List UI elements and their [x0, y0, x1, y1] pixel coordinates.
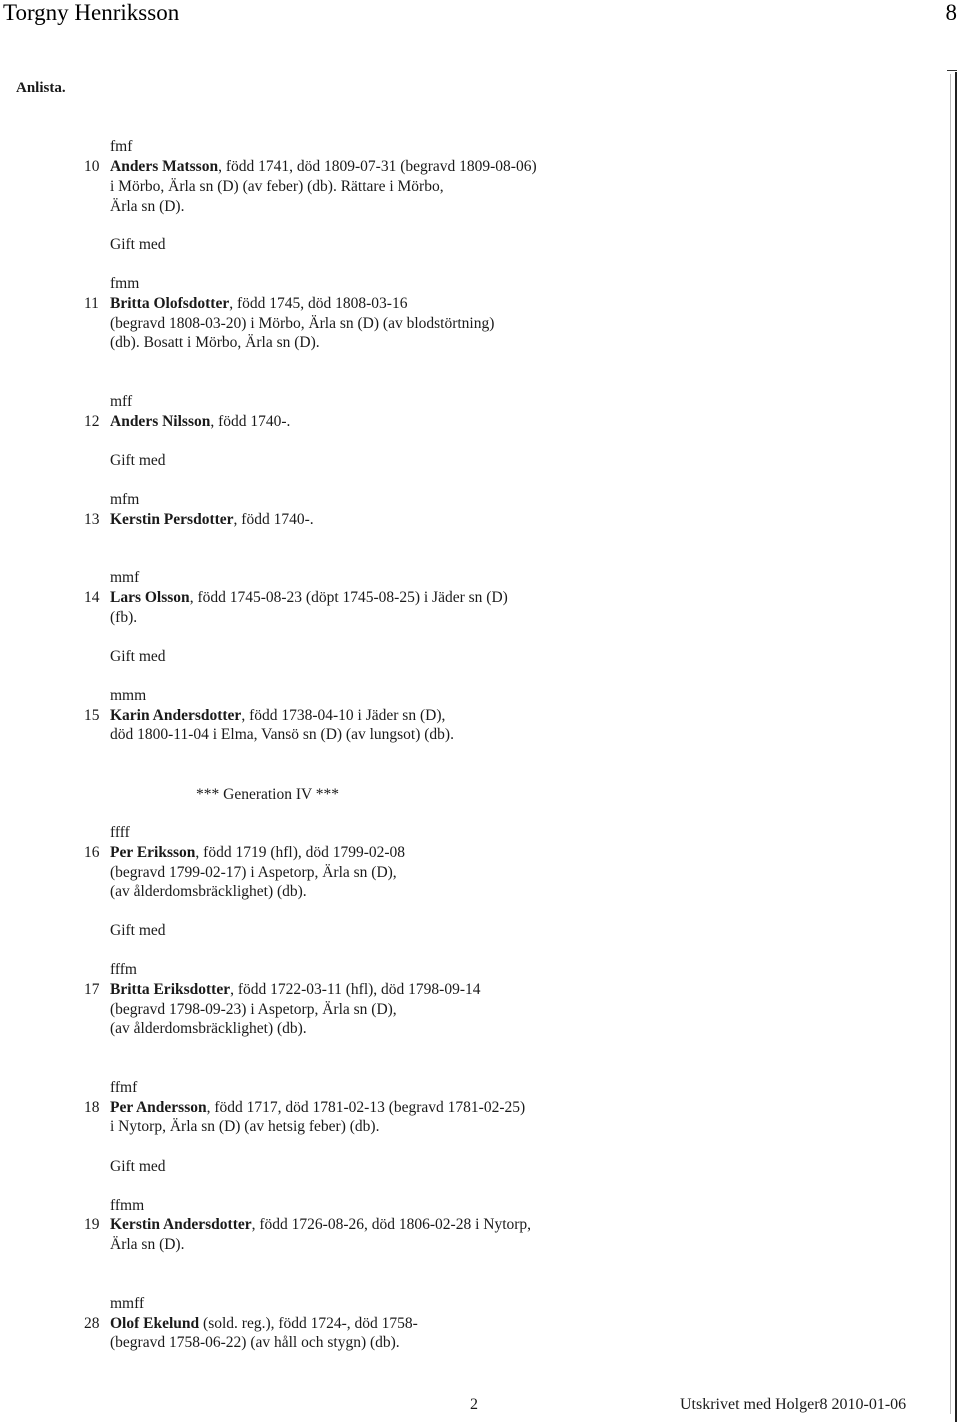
scan-border-right: [955, 72, 957, 1422]
entry-line: (begravd 1758-06-22) (av håll och stygn) (db).: [110, 1334, 400, 1351]
entry-line: i Nytorp, Ärla sn (D) (av hetsig feber) (db).: [110, 1118, 380, 1135]
entry-text: , född 1722-03-11 (hfl), död 1798-09-14: [230, 981, 481, 998]
document-title: Anlista.: [16, 80, 66, 96]
entry-text: , född 1738-04-10 i Jäder sn (D),: [241, 707, 446, 724]
entry-line: [110, 1315, 418, 1333]
entry-line: [110, 511, 314, 529]
entry-code: mff: [110, 393, 133, 410]
entry-number: 18: [84, 1099, 100, 1116]
gift-med-label: Gift med: [110, 922, 166, 939]
entry-number: 13: [84, 511, 100, 528]
entry-text: , född 1726-08-26, död 1806-02-28 i Nytorp,: [251, 1216, 532, 1233]
entry-text: , född 1741, död 1809-07-31 (begravd 1809-08-06): [218, 158, 537, 175]
entry-number: 28: [84, 1315, 100, 1332]
generation-heading: *** Generation IV ***: [196, 786, 340, 803]
entry-line: död 1800-11-04 i Elma, Vansö sn (D) (av lungsot) (db).: [110, 726, 454, 743]
person-name: Per Andersson: [110, 1099, 207, 1116]
entry-line: (db). Bosatt i Mörbo, Ärla sn (D).: [110, 334, 320, 351]
person-name: Britta Eriksdotter: [110, 981, 231, 998]
entry-line: (fb).: [110, 609, 138, 626]
entry-code: mmm: [110, 687, 147, 704]
entry-code: mmf: [110, 569, 140, 586]
entry-line: [110, 413, 290, 431]
page-header: [0, 0, 960, 28]
entry-text: , född 1745, död 1808-03-16: [229, 295, 408, 312]
entry-code: fffm: [110, 961, 137, 978]
gift-med-label: Gift med: [110, 236, 166, 253]
entry-text: , född 1745-08-23 (döpt 1745-08-25) i Jäder sn (D): [189, 589, 508, 606]
person-name: Lars Olsson: [110, 589, 190, 606]
entry-line: [110, 589, 508, 607]
person-name: Anders Nilsson: [110, 413, 211, 430]
entry-line: (begravd 1799-02-17) i Aspetorp, Ärla sn (D),: [110, 864, 397, 881]
entry-number: 11: [84, 295, 99, 312]
entry-line: Ärla sn (D).: [110, 198, 185, 215]
scan-border-top: [947, 70, 957, 71]
scan-border-inner: [950, 74, 951, 1414]
person-name: Olof Ekelund: [110, 1315, 200, 1332]
entry-line: i Mörbo, Ärla sn (D) (av feber) (db). Rättare i Mörbo,: [110, 178, 444, 195]
entry-line: [110, 981, 481, 999]
entry-code: mmff: [110, 1295, 145, 1312]
author-name: Torgny Henriksson: [3, 0, 180, 25]
entry-text: , född 1740-.: [210, 413, 291, 430]
gift-med-label: Gift med: [110, 452, 166, 469]
page-number: 8: [945, 0, 957, 25]
gift-med-label: Gift med: [110, 648, 166, 665]
entry-line: [110, 844, 405, 862]
entry-code: ffmm: [110, 1197, 145, 1214]
person-name: Britta Olofsdotter: [110, 295, 230, 312]
person-name: Kerstin Andersdotter: [110, 1216, 252, 1233]
person-name: Per Eriksson: [110, 844, 196, 861]
entry-line: (begravd 1808-03-20) i Mörbo, Ärla sn (D) (av blodstörtning): [110, 315, 495, 332]
entry-line: [110, 1216, 531, 1234]
entry-line: (av ålderdomsbräcklighet) (db).: [110, 883, 307, 900]
entry-line: [110, 707, 445, 725]
footer-page-number: 2: [470, 1396, 478, 1413]
footer-printed-note: Utskrivet med Holger8 2010-01-06: [680, 1396, 907, 1413]
entry-line: [110, 295, 407, 313]
entry-number: 15: [84, 707, 100, 724]
entry-code: fmf: [110, 138, 133, 155]
entry-line: [110, 1099, 525, 1117]
entry-text: (sold. reg.), född 1724-, död 1758-: [199, 1315, 418, 1332]
entry-line: (av ålderdomsbräcklighet) (db).: [110, 1020, 307, 1037]
entry-code: mfm: [110, 491, 140, 508]
entry-code: ffff: [110, 824, 130, 841]
person-name: Karin Andersdotter: [110, 707, 242, 724]
entry-number: 17: [84, 981, 100, 998]
entry-number: 16: [84, 844, 100, 861]
entry-text: , född 1719 (hfl), död 1799-02-08: [195, 844, 406, 861]
entry-line: (begravd 1798-09-23) i Aspetorp, Ärla sn (D),: [110, 1001, 397, 1018]
entry-number: 12: [84, 413, 100, 430]
entry-line: Ärla sn (D).: [110, 1236, 185, 1253]
gift-med-label: Gift med: [110, 1158, 166, 1175]
entry-line: [110, 158, 537, 176]
entry-code: fmm: [110, 275, 140, 292]
entry-number: 19: [84, 1216, 100, 1233]
entry-code: ffmf: [110, 1079, 138, 1096]
person-name: Kerstin Persdotter: [110, 511, 234, 528]
scanned-page: [0, 70, 960, 1422]
entry-number: 10: [84, 158, 100, 175]
entry-number: 14: [84, 589, 100, 606]
entry-text: , född 1717, död 1781-02-13 (begravd 1781-02-25): [206, 1099, 526, 1116]
person-name: Anders Matsson: [110, 158, 219, 175]
entry-text: , född 1740-.: [233, 511, 314, 528]
